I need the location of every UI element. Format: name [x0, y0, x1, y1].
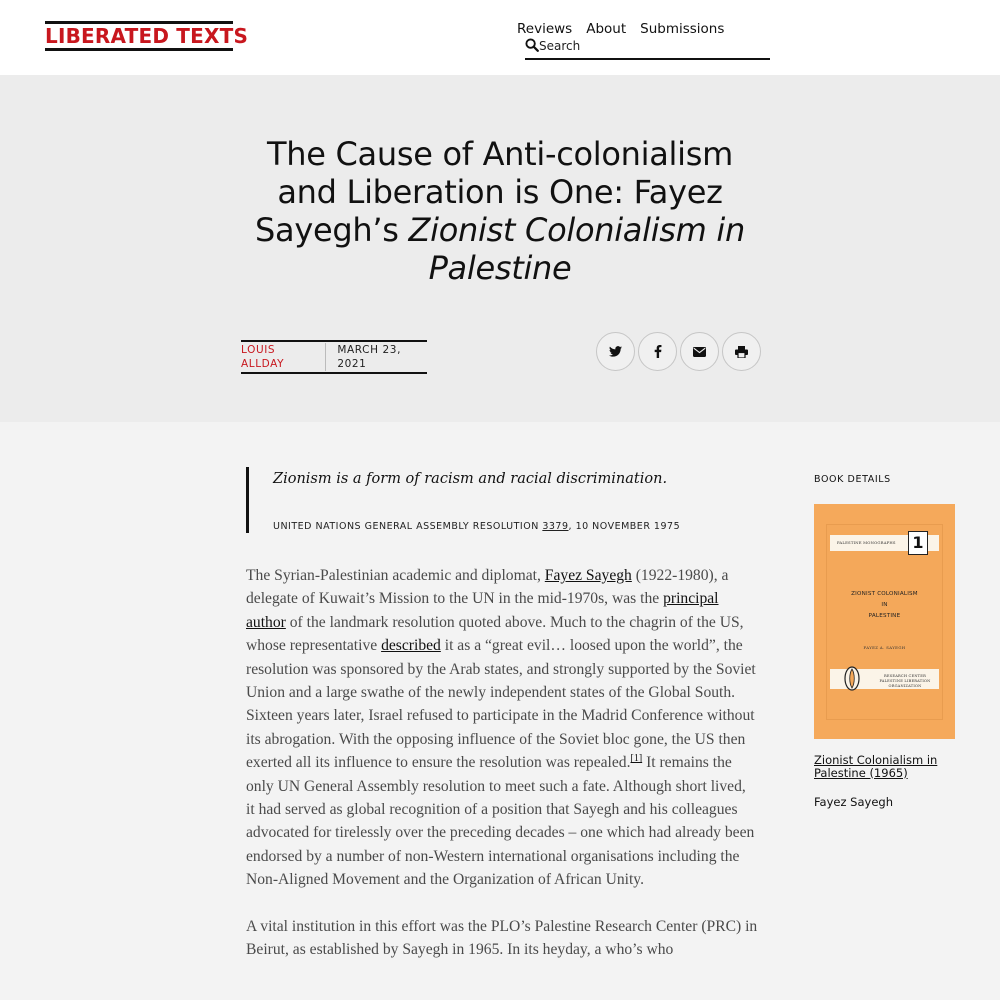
cover-title: [827, 589, 942, 622]
cover-publisher: [870, 674, 940, 689]
paragraph-text: It remains the only UN General Assembly resolution to meet such a fate. Although short lived, it had served as global recognition of a position that Sayegh and his colleagues advocated for tirelessly over the preceding decades – one which had already been endorsed by a number of non-Western international organisations including the Non-Aligned Movement and the Organization of African Unity.: [246, 754, 755, 889]
article-title-plain: The Cause of Anti-colonialism and Liberation is One: Fayez Sayegh’s: [255, 135, 733, 249]
epigraph-citation: [273, 521, 680, 532]
footnote-link-1[interactable]: [1]: [630, 753, 643, 765]
cover-author: FAYEZ A. SAYEGH: [863, 645, 906, 650]
paragraph-text: it as a “great evil… loosed upon the world”, the resolution was sponsored by the Arab states, and strongly supported by the Soviet Union and a large swathe of the newly independent states of the Global South. Sixteen years later, Israel refused to participate in the Madrid Conference without its abrogation. With the opposing influence of the Soviet bloc gone, the US then exerted all its influence to ensure the resolution was repealed.: [246, 637, 756, 772]
email-icon: [693, 347, 706, 357]
cover-panel: [826, 524, 943, 720]
logo-text: LIBERATED TEXTS: [45, 24, 249, 48]
paragraph-text: The Syrian-Palestinian academic and diplomat,: [246, 567, 545, 584]
described-link[interactable]: described: [381, 637, 441, 655]
epigraph-quote: [246, 467, 766, 533]
byline: [241, 340, 427, 374]
plo-emblem-icon: [844, 666, 860, 691]
share-email-button[interactable]: [680, 332, 719, 371]
resolution-link[interactable]: 3379: [542, 521, 569, 532]
article-hero: [0, 75, 1000, 422]
article-title-italic: Zionist Colonialism in Palestine: [408, 211, 745, 287]
paragraph-text: of the landmark resolution quoted above. Much to the chagrin of the US, whose representative: [246, 613, 744, 655]
book-details-sidebar: [814, 474, 964, 809]
epigraph-text: Zionism is a form of racism and racial discrimination.: [273, 471, 668, 487]
citation-prefix: UNITED NATIONS GENERAL ASSEMBLY RESOLUTION: [273, 521, 543, 532]
cover-series-label: PALESTINE MONOGRAPHS: [837, 540, 896, 545]
author-link[interactable]: LOUIS ALLDAY: [241, 343, 326, 371]
article-title: [240, 135, 760, 287]
facebook-icon: [654, 345, 662, 358]
cover-title-line: IN: [881, 602, 888, 608]
article-paragraph: A vital institution in this effort was the PLO’s Palestine Research Center (PRC) in Beirut, as established by Sayegh in 1965. In its heyday, a who’s who: [246, 917, 758, 959]
cover-publisher-line: PALESTINE LIBERATION ORGANIZATION: [879, 679, 931, 688]
book-cover-image[interactable]: [814, 504, 955, 739]
share-twitter-button[interactable]: [596, 332, 635, 371]
article-paragraph: [246, 564, 758, 892]
paragraph-text: (1922-1980), a delegate of Kuwait’s Mission to the UN in the mid-1970s, was the: [246, 567, 729, 608]
cover-title-line: PALESTINE: [868, 613, 901, 619]
principal-author-link[interactable]: principal author: [246, 590, 719, 631]
citation-suffix: , 10 NOVEMBER 1975: [568, 521, 681, 532]
logo-rule-bottom: [45, 48, 233, 51]
book-author: Fayez Sayegh: [814, 795, 893, 809]
site-header: [0, 0, 1000, 75]
site-logo[interactable]: [45, 21, 249, 51]
nav-link-reviews[interactable]: Reviews: [517, 21, 573, 37]
sidebar-heading: BOOK DETAILS: [814, 474, 891, 485]
cover-number: 1: [908, 531, 928, 555]
search-icon[interactable]: [525, 38, 539, 52]
article-body: [246, 564, 758, 962]
cover-title-line: ZIONIST COLONIALISM: [851, 591, 918, 597]
nav-link-about[interactable]: About: [586, 21, 627, 37]
publish-date: MARCH 23, 2021: [337, 344, 402, 370]
share-facebook-button[interactable]: [638, 332, 677, 371]
cover-publisher-line: RESEARCH CENTER: [884, 674, 926, 678]
search-bar: [525, 36, 770, 60]
nav-link-submissions[interactable]: Submissions: [640, 21, 725, 37]
print-icon: [735, 346, 748, 358]
twitter-icon: [609, 346, 622, 357]
share-buttons: [596, 332, 761, 371]
fayez-sayegh-link[interactable]: Fayez Sayegh: [544, 567, 632, 584]
search-input[interactable]: [539, 38, 764, 54]
book-title-link[interactable]: Zionist Colonialism in Palestine (1965): [814, 753, 938, 780]
share-print-button[interactable]: [722, 332, 761, 371]
